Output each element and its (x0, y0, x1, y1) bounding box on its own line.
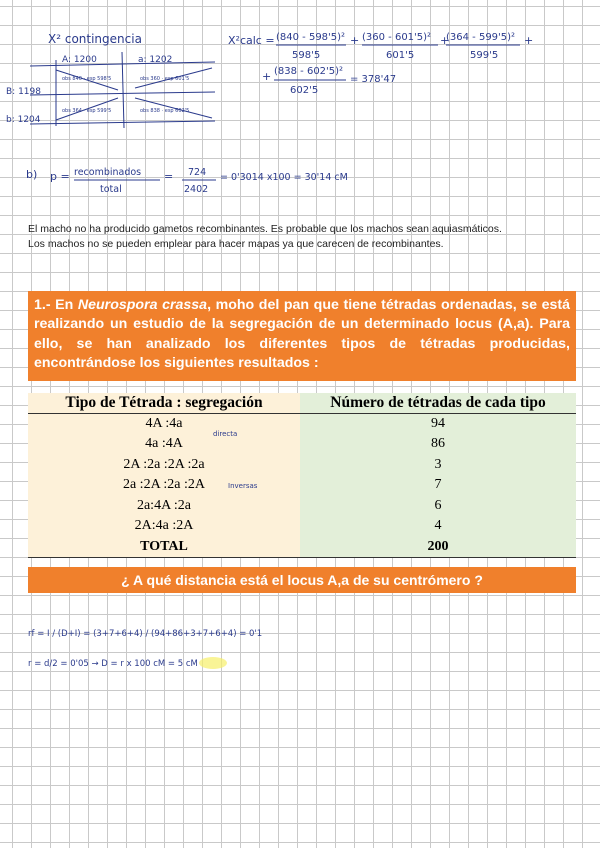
tetrad-table (28, 393, 576, 558)
hw-part-b-result: = 0'3014 x100 = 30'14 cM (220, 172, 348, 183)
svg-text:+: + (262, 70, 272, 83)
hw-line2-result: = 378'47 (350, 74, 397, 85)
svg-text:=: = (164, 170, 174, 183)
hw-part-b-frac-den: 2402 (184, 184, 209, 195)
species-name: Neurospora crassa (77, 297, 208, 313)
hw-table-c2: obs 360 · esp 601'5 (140, 76, 190, 82)
hw-term3-den: 599'5 (470, 50, 499, 61)
hw-term2-num: (360 - 601'5)² (362, 32, 432, 43)
svg-text:+: + (350, 34, 360, 47)
header-type: Tipo de Tétrada : segregación (28, 393, 300, 414)
header-count: Número de tétradas de cada tipo (300, 393, 576, 414)
hw-part-b-label: b) (26, 168, 38, 181)
hw-part-b-den: total (100, 184, 122, 195)
note-line-1: El macho no ha producido gametos recombinantes. Es probable que los machos sean aquiasmáticos. (28, 223, 502, 235)
hw-part-b-frac-num: 724 (188, 167, 207, 178)
annotation-direct: directa (213, 430, 238, 438)
hw-part-b-num: recombinados (74, 167, 142, 178)
hw-row-b: b: 1204 (6, 115, 41, 125)
hw-term1-den: 598'5 (292, 50, 321, 61)
hw-cell-a: a: 1202 (138, 55, 173, 65)
note-line-2: Los machos no se pueden emplear para hacer mapas ya que carecen de recombinantes. (28, 238, 444, 250)
table-row: 2A :2a :2A :2a 3 (28, 455, 576, 476)
annotation-inverse: Inversas (228, 482, 258, 490)
table-row: 4A :4a 94 (28, 414, 576, 435)
table-row: 4a :4A 86 (28, 434, 576, 455)
observation-notes (28, 222, 588, 252)
problem-number: 1.- En (34, 297, 74, 313)
problem-statement (28, 291, 576, 381)
hw-row-B: B: 1198 (6, 87, 41, 97)
total-value: 200 (300, 537, 576, 558)
hw-formula-r: r = d/2 = 0'05 → D = r x 100 cM = 5 cM (28, 659, 198, 669)
hw-line2-den: 602'5 (290, 85, 319, 96)
hw-term3-num: (364 - 599'5)² (446, 32, 516, 43)
question-banner: ¿ A qué distancia está el locus A,a de su centrómero ? (28, 567, 576, 593)
hw-formula-rf: rf = I / (D+I) = (3+7+6+4) / (94+86+3+7+6+4) = 0'1 (28, 629, 263, 639)
table-row: 2a :2A :2a :2A 7 (28, 475, 576, 496)
table-total-row (28, 537, 576, 558)
svg-text:+: + (524, 34, 534, 47)
problem-text: , moho del pan que tiene tétradas ordenadas, se está realizando un estudio de la segregación de un determinado locus (A,a). Para ello, se han analizado los diferentes tipos de tétradas producidas, encontrándose los siguientes resultados : (34, 297, 570, 372)
hw-cell-A: A: 1200 (62, 55, 97, 65)
hw-title: X² contingencia (48, 32, 142, 46)
hw-line2-num: (838 - 602'5)² (274, 66, 344, 77)
table-row: 2A:4a :2A 4 (28, 516, 576, 537)
hw-table-c4: obs 838 · esp 602'5 (140, 108, 190, 114)
hw-chi-label: X²calc = (228, 34, 275, 47)
svg-text:+: + (440, 34, 450, 47)
hw-part-b-p: p = (50, 170, 70, 183)
hw-table-c1: obs 840 · esp 598'5 (62, 76, 112, 82)
table-row: 2a:4A :2a 6 (28, 496, 576, 517)
hw-term1-num: (840 - 598'5)² (276, 32, 346, 43)
total-label: TOTAL (28, 537, 300, 558)
hw-term2-den: 601'5 (386, 50, 415, 61)
contingency-table-sketch (30, 52, 215, 128)
hw-table-c3: obs 364 · esp 599'5 (62, 108, 112, 114)
highlight-mark (199, 657, 227, 669)
